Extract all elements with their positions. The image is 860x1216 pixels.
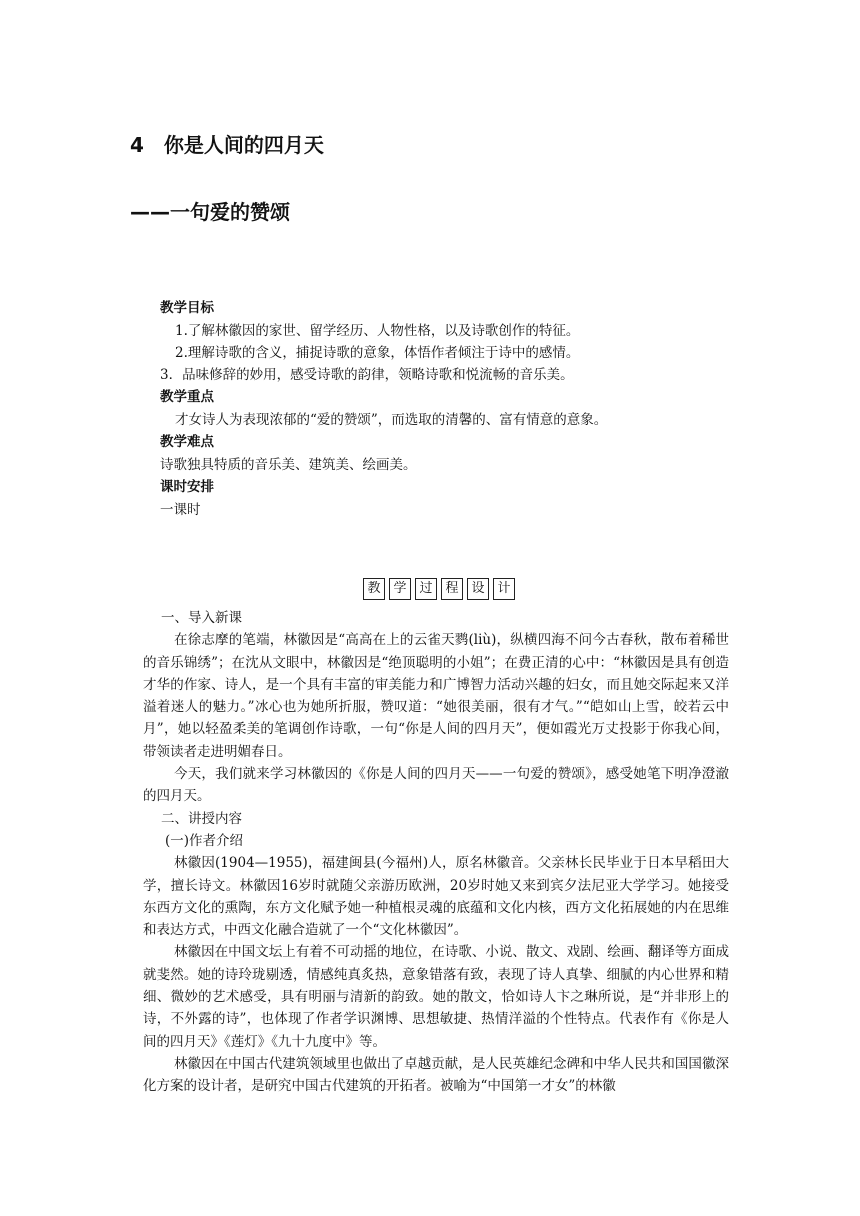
process-box: 设 — [467, 578, 489, 600]
section-heading: 一、导入新课 — [161, 610, 242, 626]
process-box: 教 — [363, 578, 385, 600]
difficulty-heading: 教学难点 — [160, 434, 214, 450]
schedule-heading: 课时安排 — [160, 479, 214, 495]
subsection-heading: (一)作者介绍 — [165, 832, 244, 849]
paragraph: 林徽因在中国古代建筑领域里也做出了卓越贡献，是人民英雄纪念碑和中华人民共和国国徽深化方案的设计者，是研究中国古代建筑的开拓者。被喻为“中国第一才女”的林徽 — [143, 1055, 729, 1095]
lesson-subtitle: ——一句爱的赞颂 — [130, 200, 290, 224]
lesson-body — [143, 607, 729, 1098]
process-box: 计 — [493, 578, 515, 600]
process-design-banner — [363, 578, 519, 600]
process-box: 过 — [415, 578, 437, 600]
goals-heading: 教学目标 — [160, 300, 214, 316]
lesson-title: 4 你是人间的四月天 — [130, 133, 324, 157]
goal-item: 1.了解林徽因的家世、留学经历、人物性格，以及诗歌创作的特征。 — [175, 323, 580, 339]
process-box: 程 — [441, 578, 463, 600]
section-heading: 二、讲授内容 — [161, 810, 242, 827]
goal-item: 3．品味修辞的妙用，感受诗歌的韵律，领略诗歌和悦流畅的音乐美。 — [160, 367, 574, 383]
focus-text: 才女诗人为表现浓郁的“爱的赞颂”，而选取的清馨的、富有情意的意象。 — [175, 412, 608, 428]
process-box: 学 — [389, 578, 411, 600]
difficulty-text: 诗歌独具特质的音乐美、建筑美、绘画美。 — [160, 457, 417, 473]
paragraph: 在徐志摩的笔端，林徽因是“高高在上的云雀天鹨(liù)，纵横四海不问今古春秋，散布着稀世的音乐锦绣”；在沈从文眼中，林徽因是“绝顶聪明的小姐”；在费正清的心中：“林徽因是具有创造才华的作家、诗人，是一个具有丰富的审美能力和广博智力活动兴趣的妇女，而且她交际起来又洋溢着迷人的魅力。”冰心也为她所折服，赞叹道：“她很美丽，很有才气。”“皑如山上雪，皎若云中月”，她以轻盈柔美的笔调创作诗歌，一句“你是人间的四月天”，便如霞光万丈投影于你我心间，带领读者走进明媚春日。 — [143, 632, 729, 760]
focus-heading: 教学重点 — [160, 389, 214, 405]
paragraph: 林徽因(1904—1955)，福建闽县(今福州)人，原名林徽音。父亲林长民毕业于日本早稻田大学，擅长诗文。林徽因16岁时就随父亲游历欧洲，20岁时她又来到宾夕法尼亚大学学习。她接受东西方文化的熏陶，东方文化赋予她一种植根灵魂的底蕴和文化内核，西方文化拓展她的内在思维和表达方式，中西文化融合造就了一个“文化林徽因”。 — [143, 855, 729, 939]
goal-item: 2.理解诗歌的含义，捕捉诗歌的意象，体悟作者倾注于诗中的感情。 — [175, 345, 580, 361]
paragraph: 林徽因在中国文坛上有着不可动摇的地位，在诗歌、小说、散文、戏剧、绘画、翻译等方面成就斐然。她的诗玲珑剔透，情感纯真炙热，意象错落有致，表现了诗人真挚、细腻的内心世界和精细、微妙的艺术感受，具有明丽与清新的韵致。她的散文，恰如诗人卞之琳所说，是“并非形上的诗，不外露的诗”，也体现了作者学识渊博、思想敏捷、热情洋溢的个性特点。代表作有《你是人间的四月天》《莲灯》《九十九度中》等。 — [143, 944, 729, 1050]
paragraph: 今天，我们就来学习林徽因的《你是人间的四月天——一句爱的赞颂》，感受她笔下明净澄澈的四月天。 — [143, 766, 729, 805]
schedule-text: 一课时 — [160, 502, 201, 518]
